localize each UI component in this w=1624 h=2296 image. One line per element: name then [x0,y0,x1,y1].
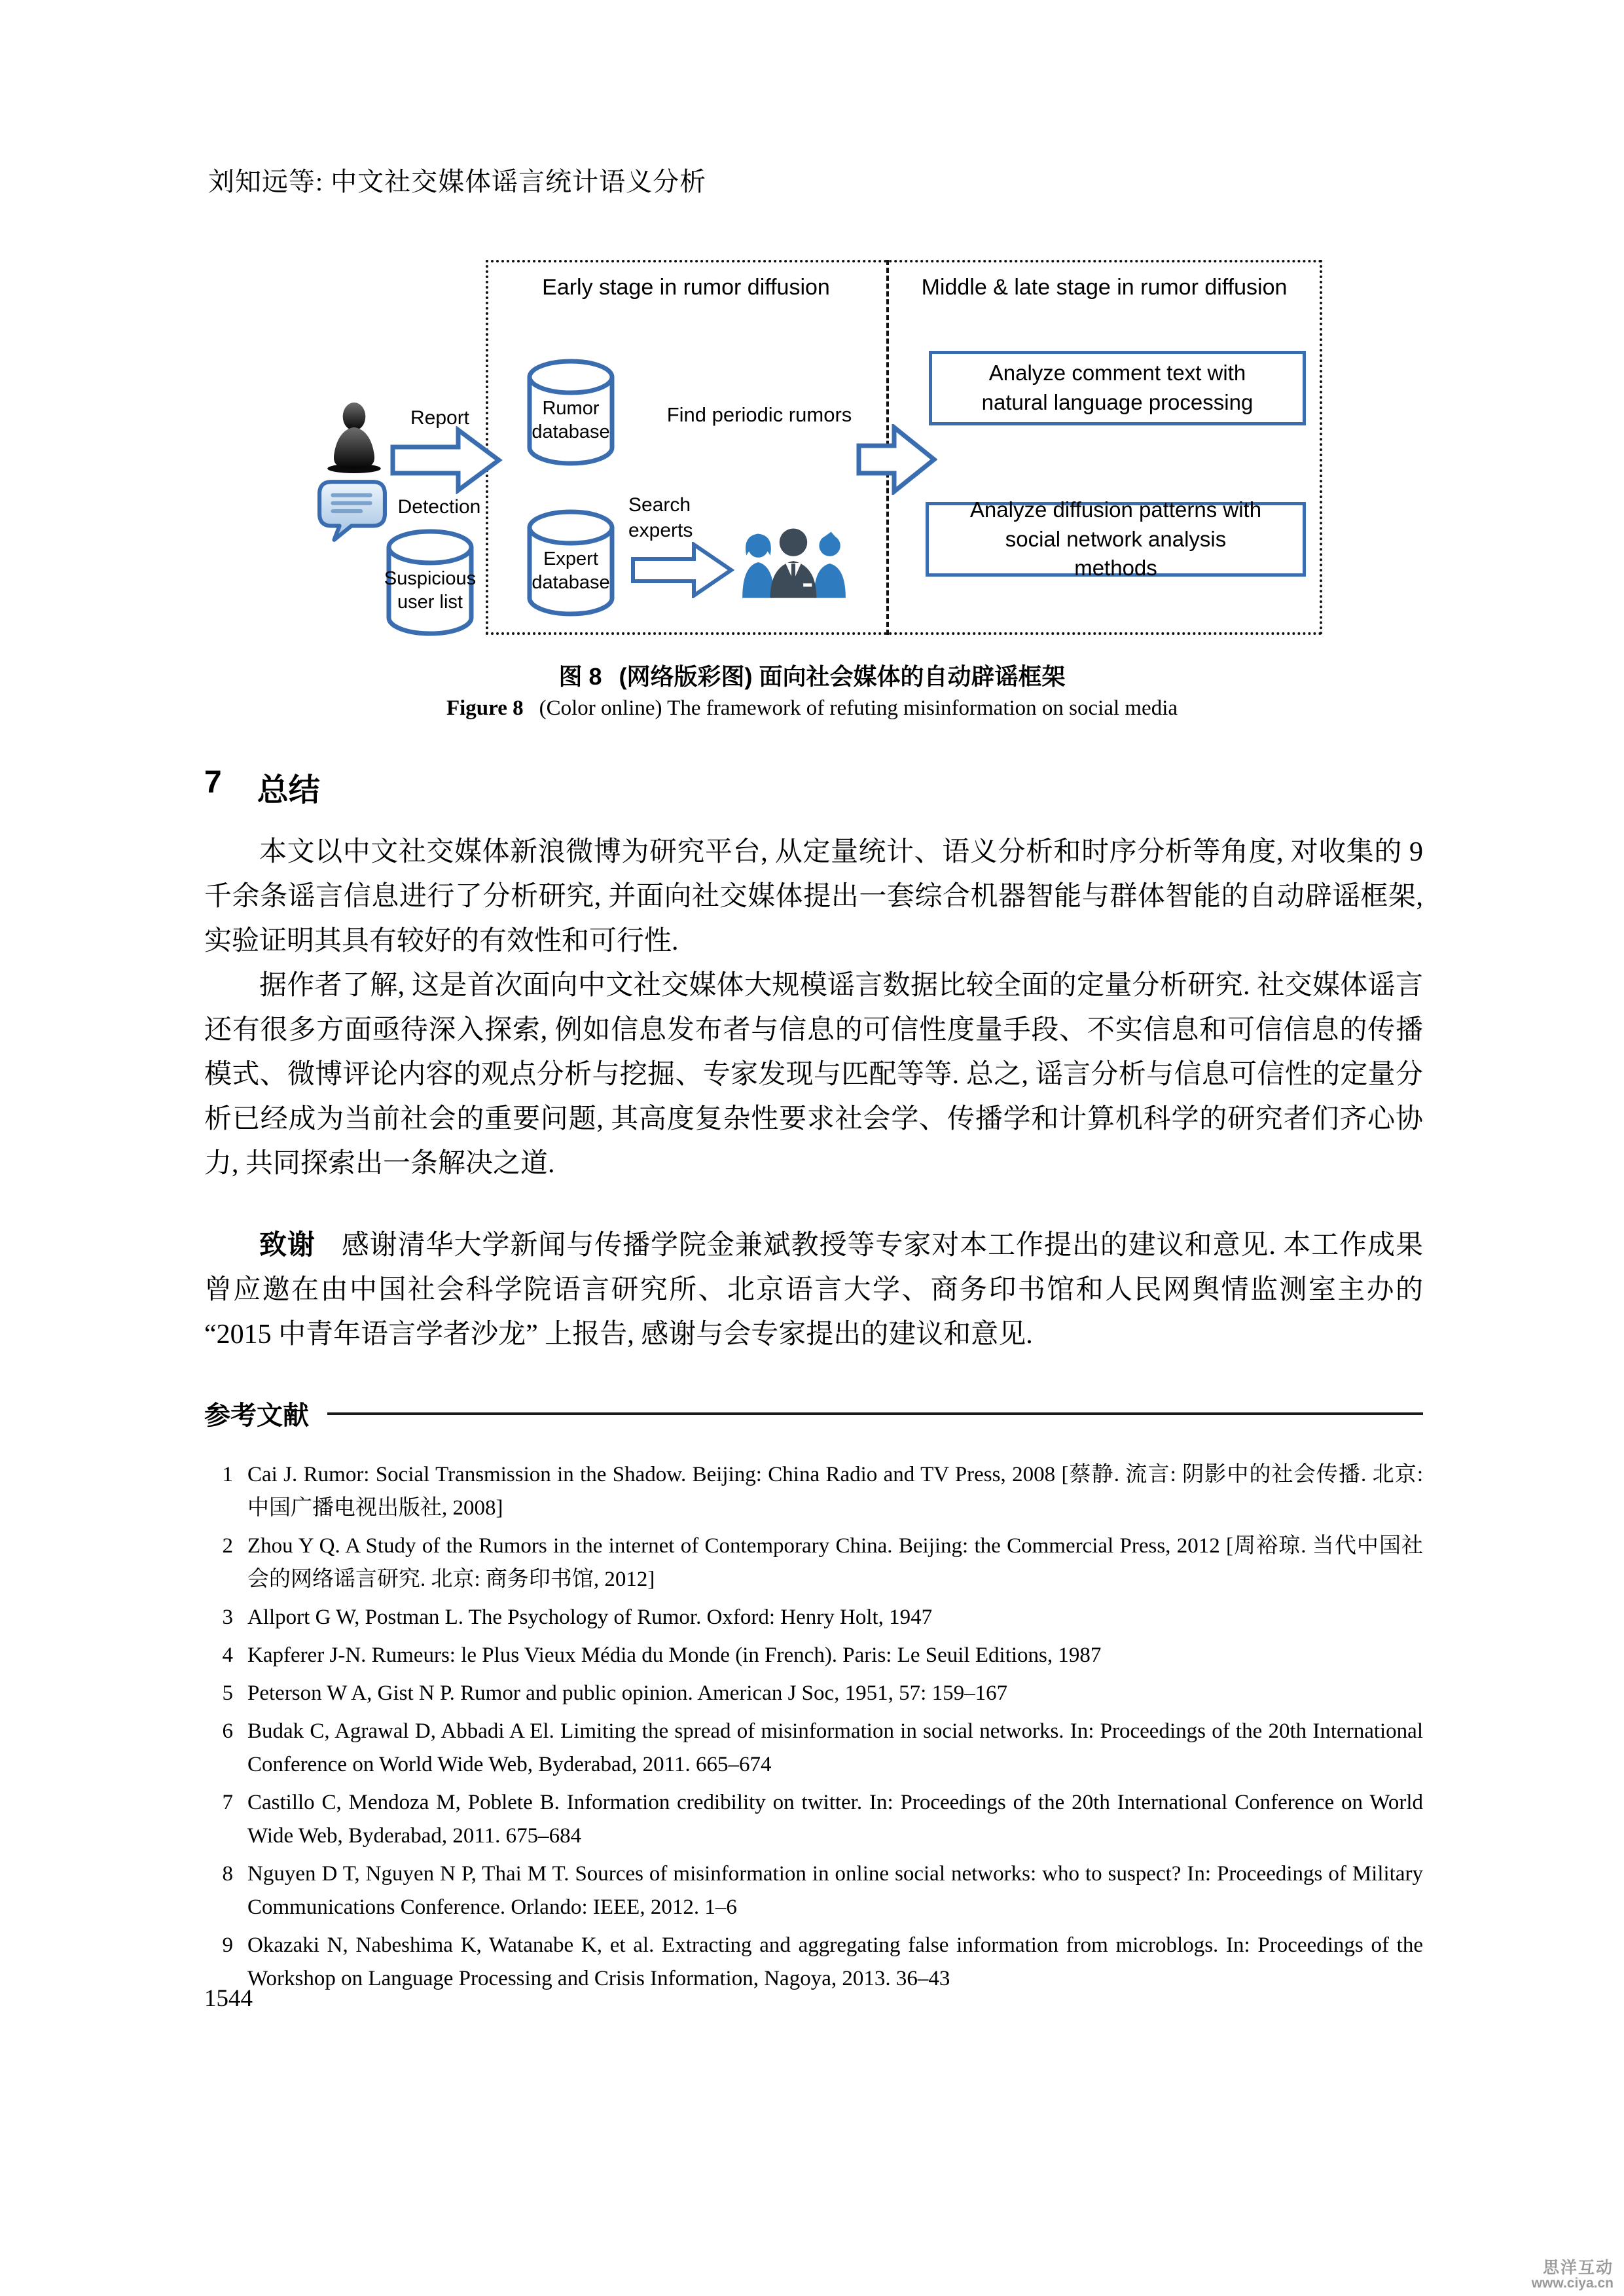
reference-number: 7 [222,1791,233,1814]
reference-number: 9 [222,1933,233,1957]
reference-text: Budak C, Agrawal D, Abbadi A El. Limiting the spread of misinformation in social networks. In: Proceedings of the 20th International Conference on World Wide Web, Byderabad, 2011. 665–674 [247,1719,1423,1776]
experts-group-icon [733,525,854,598]
search-arrow-icon [631,542,734,598]
reference-number: 8 [222,1862,233,1886]
reference-number: 1 [222,1463,233,1486]
references-heading-rule [327,1412,1423,1415]
cylinder-label: Expert database [532,548,610,593]
figure-caption-cn [0,658,1624,692]
expert-database-cylinder [526,508,616,618]
summary-paragraph-2: 据作者了解, 这是首次面向中文社交媒体大规模谣言数据比较全面的定量分析研究. 社交媒体谣言还有很多方面亟待深入探索, 例如信息发布者与信息的可信性度量手段、不实信息和可信信息的传播模式、微博评论内容的观点分析与挖掘、专家发现与匹配等等. 总之, 谣言分析与信息可信性的定量分析已经成为当前社会的重要问题, 其高度复杂性要求社会学、传播学和计算机科学的研究者们齐心协力, 共同探索出一条解决之道. [204,971,1423,1179]
reference-text: Allport G W, Postman L. The Psychology of Rumor. Oxford: Henry Holt, 1947 [247,1605,933,1629]
reference-text: Nguyen D T, Nguyen N P, Thai M T. Sources of misinformation in online social networks: who to suspect? In: Proceedings of Military Communications Conference. Orlando: IEEE, 2012. 1–6 [247,1862,1423,1919]
reference-number: 5 [222,1681,233,1705]
cylinder-label: Suspicious user list [384,567,477,613]
reference-text: Peterson W A, Gist N P. Rumor and public opinion. American J Soc, 1951, 57: 159–167 [247,1681,1008,1705]
figure-caption-en-label: Figure 8 [446,696,524,720]
page-header: 刘知远等: 中文社交媒体谣言统计语义分析 [208,167,707,196]
rumor-database-cylinder [526,357,616,467]
references-list [204,1458,1423,1996]
body-content [204,830,1423,2000]
acknowledgement-text: 感谢清华大学新闻与传播学院金兼斌教授等专家对本工作提出的建议和意见. 本工作成果曾应邀在由中国社会科学院语言研究所、北京语言大学、商务印书馆和人民网舆情监测室主办的 “2015 中青年语言学者沙龙” 上报告, 感谢与会专家提出的建议和意见. [204,1230,1423,1350]
middle-late-stage-label: Middle & late stage in rumor diffusion [921,275,1288,300]
search-experts-label: Search experts [628,494,693,541]
figure-8-diagram [308,255,1329,643]
reporter-user-icon [319,402,389,474]
report-label: Report [410,407,470,429]
summary-paragraph-1: 本文以中文社交媒体新浪微博为研究平台, 从定量统计、语义分析和时序分析等角度, 对收集的 9 千余条谣言信息进行了分析研究, 并面向社交媒体提出一套综合机器智能与群体智能的自动辟谣框架, 实验证明其具有较好的有效性和可行性. [204,837,1423,956]
figure-caption-en [0,696,1624,721]
reference-item [204,1786,1423,1853]
detection-label: Detection [397,496,481,518]
analyze-diffusion-patterns-box: Analyze diffusion patterns with social network analysis methods [926,502,1306,577]
references-heading: 参考文献 [204,1401,309,1430]
speech-bubble-icon [317,479,388,543]
page-number: 1544 [204,1985,253,2012]
cylinder-label: Rumor database [532,397,610,442]
reference-item [204,1677,1423,1710]
reference-text: Cai J. Rumor: Social Transmission in the Shadow. Beijing: China Radio and TV Press, 2008 [蔡静. 流言: 阴影中的社会传播. 北京: 中国广播电视出版社, 2008] [247,1463,1423,1520]
analyze-comment-text-box: Analyze comment text with natural language processing [929,351,1306,425]
reference-number: 4 [222,1643,233,1667]
reference-item [204,1639,1423,1672]
reference-text: Kapferer J-N. Rumeurs: le Plus Vieux Média du Monde (in French). Paris: Le Seuil Editions, 1987 [247,1643,1102,1667]
watermark [1532,2259,1614,2291]
watermark-brand: 思洋互动 [1542,2258,1614,2277]
reference-text: Okazaki N, Nabeshima K, Watanabe K, et al. Extracting and aggregating false information from microblogs. In: Proceedings of the Workshop on Language Processing and Crisis Information, Nagoya, 2013. 36–43 [247,1933,1423,1990]
reference-item [204,1530,1423,1596]
suspicious-user-list-cylinder [385,528,475,637]
figure-caption-cn-text: (网络版彩图) 面向社会媒体的自动辟谣框架 [619,663,1066,690]
figure-caption-en-text: (Color online) The framework of refuting misinformation on social media [539,696,1178,720]
acknowledgement-label: 致谢 [259,1229,316,1260]
reference-item [204,1458,1423,1525]
section-number: 7 [204,765,222,800]
reference-text: Castillo C, Mendoza M, Poblete B. Information credibility on twitter. In: Proceedings of the 20th International Conference on World Wide Web, Byderabad, 2011. 675–684 [247,1791,1423,1848]
acknowledgement-paragraph [204,1223,1423,1357]
section-title: 总结 [257,773,320,808]
reference-number: 3 [222,1605,233,1629]
early-stage-label: Early stage in rumor diffusion [542,275,830,300]
reference-item [204,1857,1423,1924]
reference-number: 6 [222,1719,233,1743]
figure-caption-cn-label: 图 8 [558,663,602,690]
reference-number: 2 [222,1534,233,1558]
reference-item [204,1601,1423,1634]
reference-item [204,1929,1423,1996]
watermark-url: www.ciya.cn [1531,2275,1614,2291]
section-heading [204,764,320,810]
stage-transition-arrow-icon [856,424,937,495]
reference-text: Zhou Y Q. A Study of the Rumors in the internet of Contemporary China. Beijing: the Commercial Press, 2012 [周裕琼. 当代中国社会的网络谣言研究. 北京: 商务印书馆, 2012] [247,1534,1424,1591]
find-periodic-rumors-label: Find periodic rumors [666,403,852,426]
reference-item [204,1715,1423,1782]
report-arrow-icon [390,426,503,494]
references-heading-row [204,1395,1423,1432]
